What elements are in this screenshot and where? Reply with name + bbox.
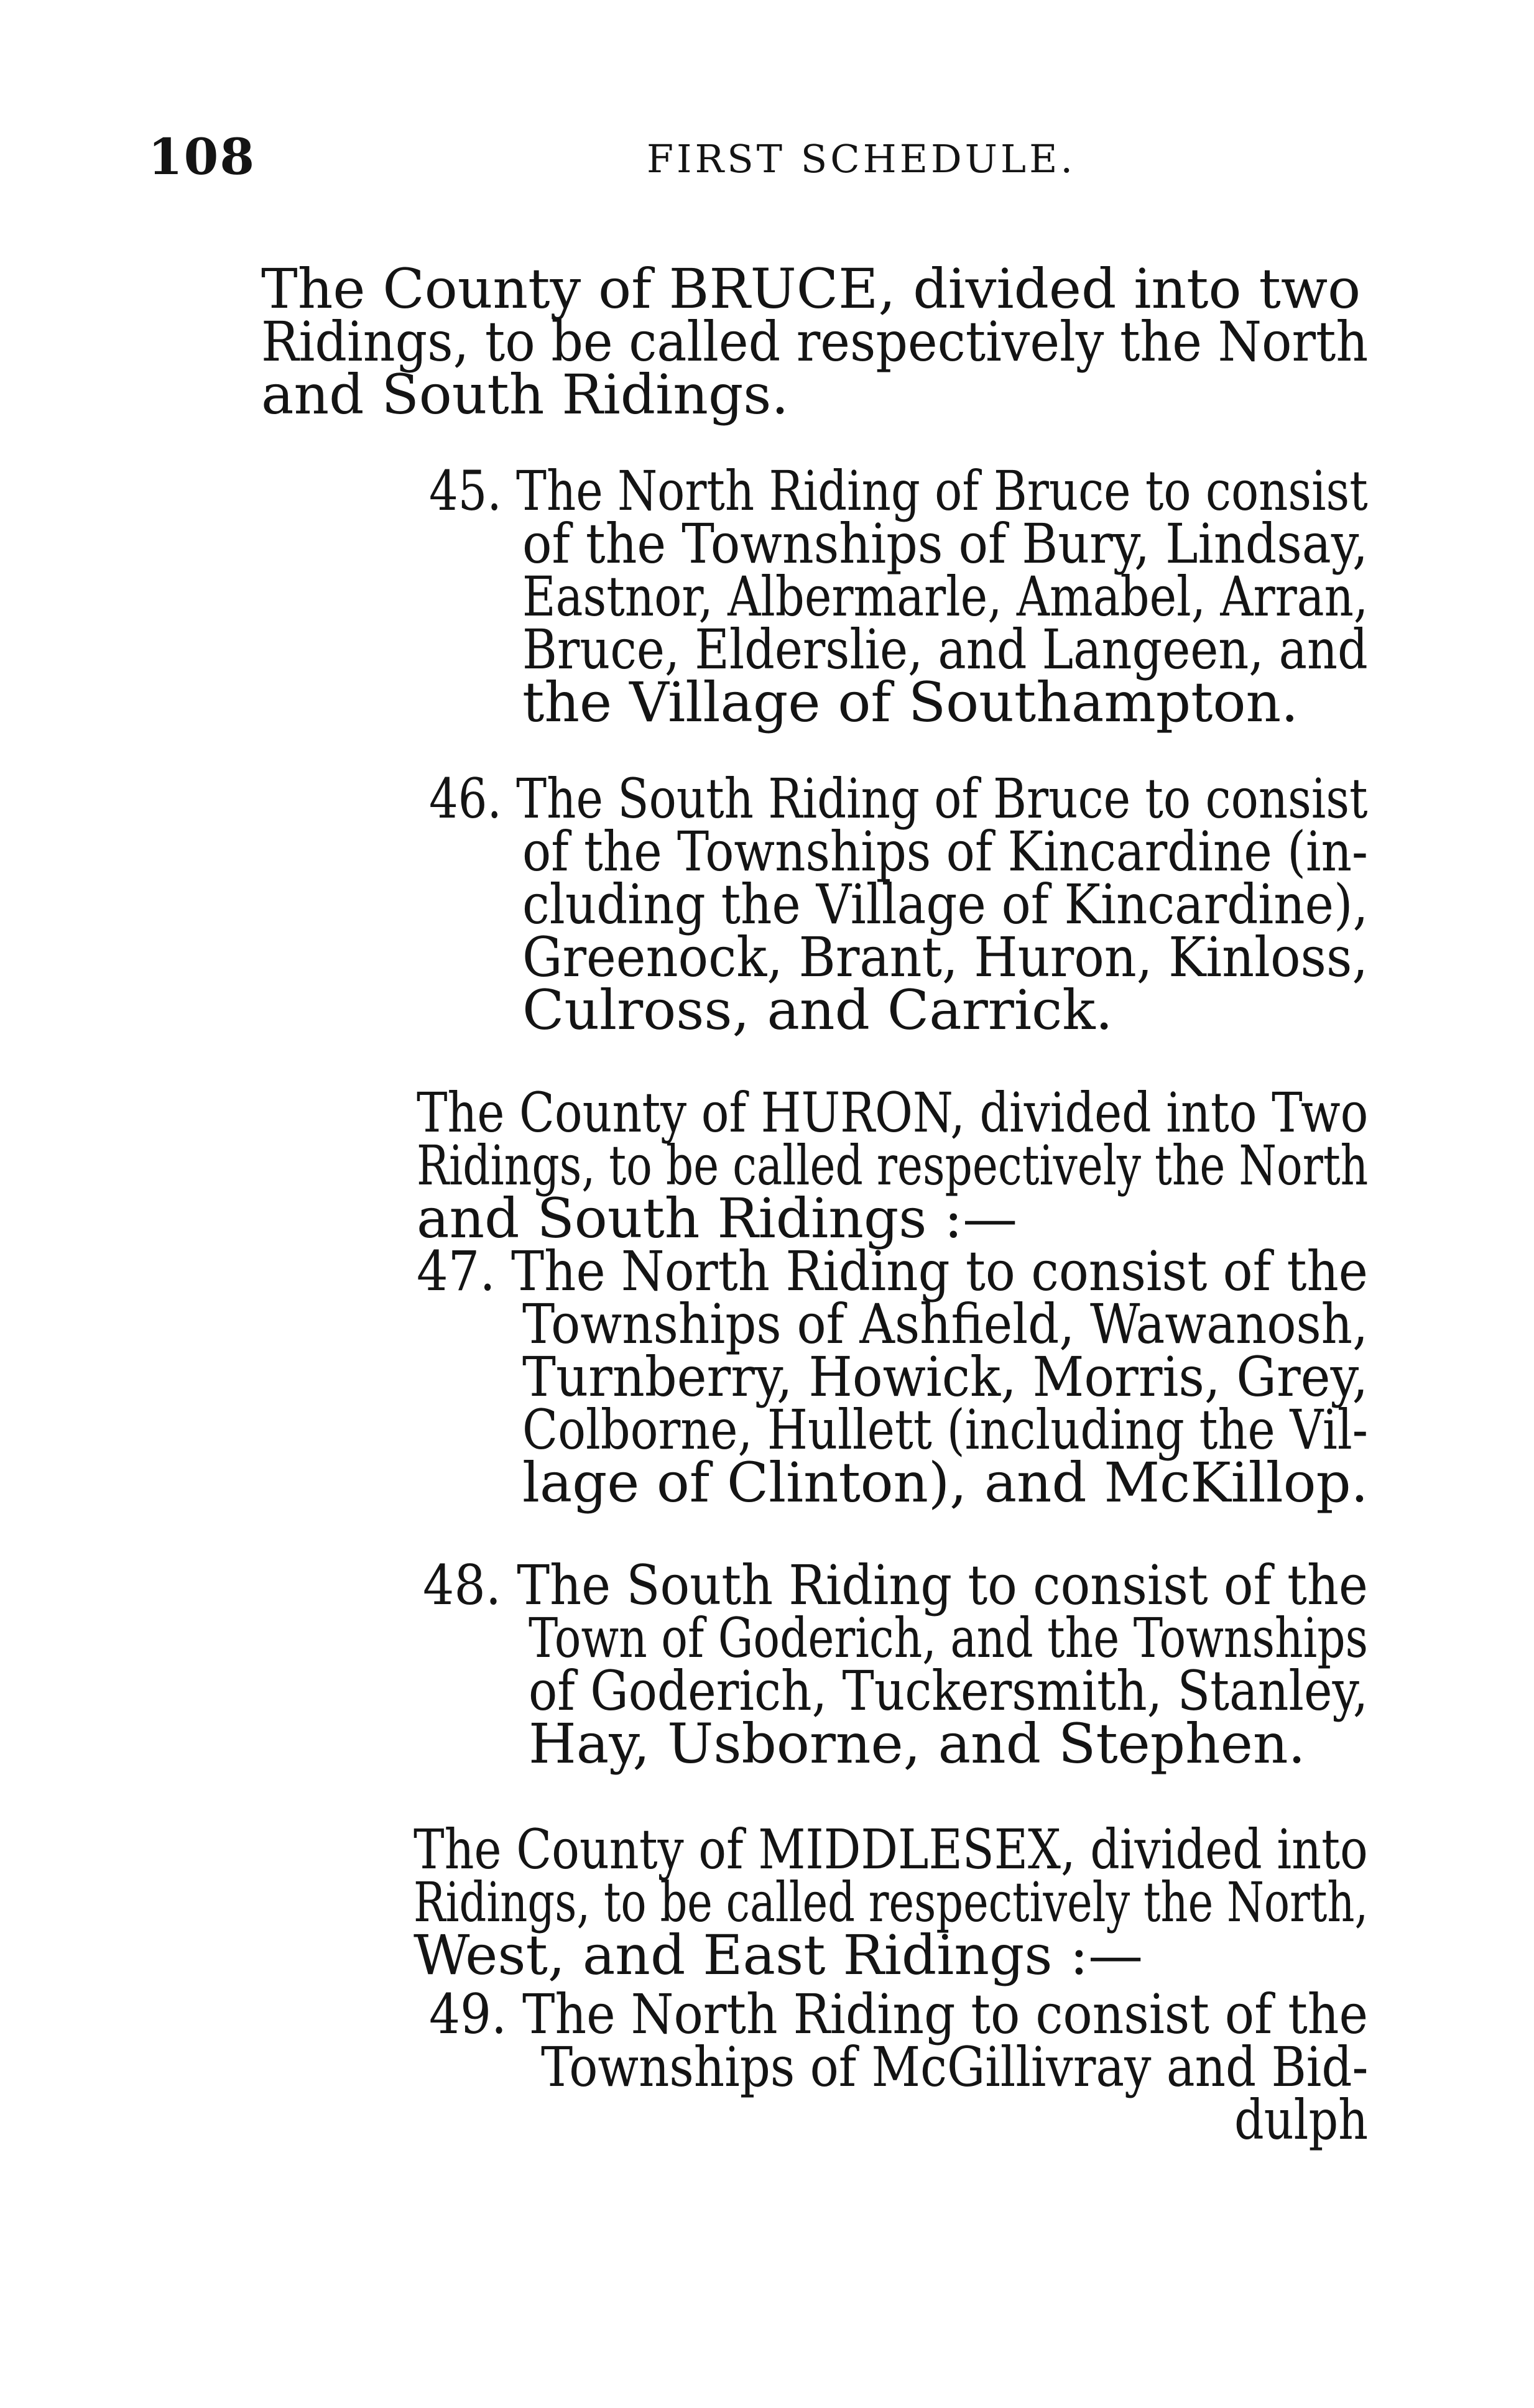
text-line: Hay, Usborne, and Stephen. [529, 1712, 1306, 1776]
text-line: Turnberry, Howick, Morris, Grey, [522, 1345, 1369, 1409]
text-line: Ridings, to be called respectively the North [417, 1133, 1369, 1197]
text-line: and South Ridings :— [417, 1186, 1018, 1250]
text-line: lage of Clinton), and McKillop. [522, 1451, 1369, 1515]
text-line: Townships of McGillivray and Bid- [541, 2035, 1369, 2099]
text-line: Greenock, Brant, Huron, Kinloss, [522, 925, 1369, 989]
text-line: Townships of Ashfield, Wawanosh, [522, 1292, 1368, 1356]
text-line: of the Townships of Bury, Lindsay, [522, 512, 1369, 576]
text-line: cluding the Village of Kincardine), [522, 872, 1369, 936]
text-line: The County of HURON, divided into Two [417, 1081, 1369, 1145]
text-line: The County of MIDDLESEX, divided into [414, 1817, 1368, 1881]
text-line: the Village of Southampton. [522, 670, 1299, 734]
text-line: Eastnor, Albermarle, Amabel, Arran, [522, 565, 1369, 629]
text-line: of the Townships of Kincardine (in- [522, 819, 1368, 883]
text-line: dulph [1234, 2088, 1369, 2152]
text-line: Town of Goderich, and the Townships [529, 1606, 1369, 1670]
running-head: FIRST SCHEDULE. [647, 136, 1076, 182]
text-line: The County of BRUCE, divided into two [261, 257, 1361, 321]
page-number: 108 [148, 127, 256, 186]
text-line: 45. The North Riding of Bruce to consist [429, 459, 1368, 523]
text-line: Colborne, Hullett (including the Vil- [522, 1398, 1368, 1462]
text-line: Bruce, Elderslie, and Langeen, and [522, 617, 1368, 681]
text-line: Ridings, to be called respectively the North [261, 310, 1369, 374]
text-line: West, and East Ridings :— [414, 1923, 1144, 1987]
text-line: 49. The North Riding to consist of the [429, 1982, 1368, 2046]
text-line: of Goderich, Tuckersmith, Stanley, [529, 1659, 1369, 1723]
text-line: 46. The South Riding of Bruce to consist [429, 767, 1368, 831]
text-line: Ridings, to be called respectively the North, [414, 1870, 1369, 1934]
text-line: 47. The North Riding to consist of the [417, 1239, 1368, 1303]
text-line: and South Ridings. [261, 362, 789, 427]
text-line: Culross, and Carrick. [522, 978, 1113, 1042]
text-line: 48. The South Riding to consist of the [423, 1553, 1368, 1617]
